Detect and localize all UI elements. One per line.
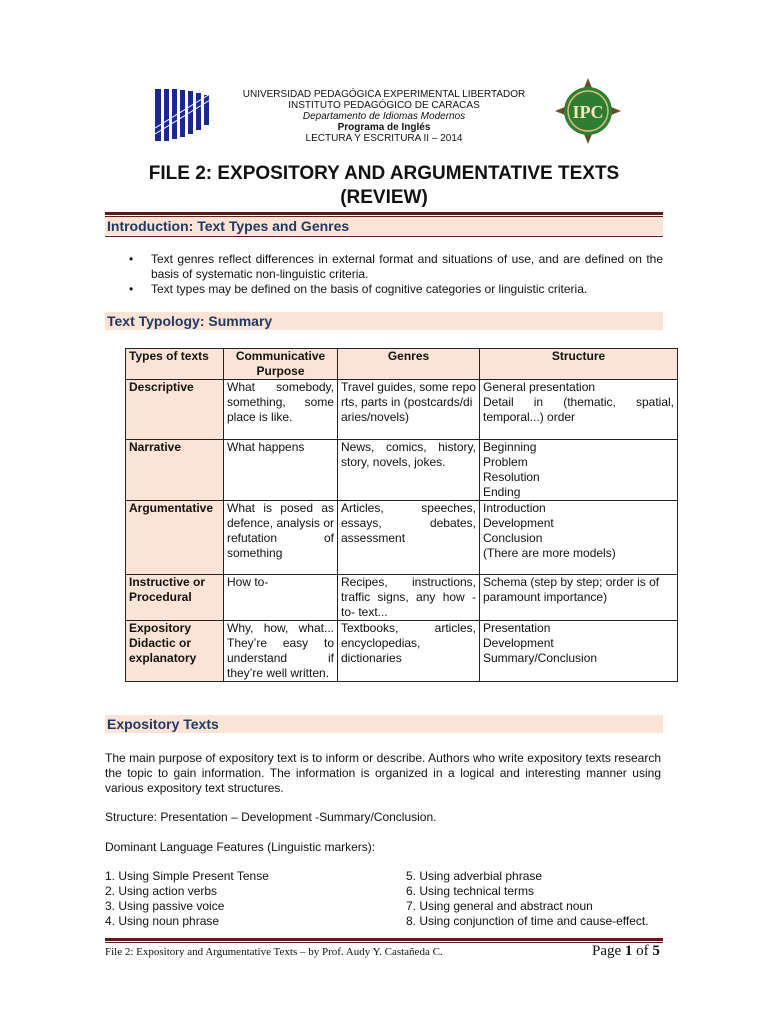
structure-line: Ending (483, 485, 521, 499)
department-name: Departamento de Idiomas Modernos (302, 111, 466, 122)
section-rule (105, 212, 663, 215)
intro-heading (105, 217, 663, 235)
structure-line-text: Structure: Presentation – Development -Summary/Conclusion. (105, 810, 437, 824)
institution-header (0, 89, 768, 144)
title-line-2: (REVIEW) (340, 187, 428, 208)
typology-table (125, 348, 678, 682)
type-cell: Narrative (126, 440, 224, 501)
footer-rule (105, 938, 663, 941)
structure-cell (480, 575, 678, 621)
type-cell: Instructive or Procedural (126, 575, 224, 621)
course-name: LECTURA Y ESCRITURA II – 2014 (305, 133, 463, 144)
purpose-cell: What somebody, something, some place is like. (224, 380, 338, 440)
structure-line: Introduction (483, 501, 546, 515)
structure-cell (480, 501, 678, 575)
structure-line: Development (483, 636, 554, 650)
structure-line: Schema (step by step; order is of paramount importance) (483, 575, 660, 604)
page-total: 5 (652, 943, 660, 959)
structure-line: Development (483, 516, 554, 530)
institute-name: INSTITUTO PEDAGÓGICO DE CARACAS (288, 100, 480, 111)
title-line-1: FILE 2: EXPOSITORY AND ARGUMENTATIVE TEXTS (148, 163, 620, 184)
page-number (592, 943, 660, 960)
structure-line: Summary/Conclusion (483, 651, 598, 665)
type-cell: Argumentative (126, 501, 224, 575)
structure-line: Conclusion (483, 531, 543, 545)
footer-text: File 2: Expository and Argumentative Texts – by Prof. Audy Y. Castañeda C. (105, 946, 443, 958)
type-cell: Descriptive (126, 380, 224, 440)
genres-cell: News, comics, history, story, novels, jokes. (338, 440, 480, 501)
intro-bullets (105, 252, 663, 297)
typology-heading (105, 312, 663, 330)
purpose-cell: What happens (224, 440, 338, 501)
feature-item: 6. Using technical terms (406, 884, 535, 898)
seal-text: IPC (572, 102, 604, 122)
feature-item: 4. Using noun phrase (105, 914, 220, 928)
features-right-list (406, 869, 668, 929)
header-cell: Structure (480, 349, 678, 380)
document-title (0, 162, 768, 210)
header-cell: Genres (338, 349, 480, 380)
feature-item: 8. Using conjunction of time and cause-effect. (406, 914, 649, 928)
intro-heading-text: Introduction: Text Types and Genres (107, 218, 350, 234)
university-name: UNIVERSIDAD PEDAGÓGICA EXPERIMENTAL LIBERTADOR (242, 89, 526, 100)
table-row (126, 440, 678, 501)
footer-rule (105, 942, 663, 943)
table-row (126, 575, 678, 621)
structure-line: Problem (483, 455, 528, 469)
purpose-cell: Why, how, what... They’re easy to understand if they’re well written. (224, 621, 338, 682)
ipc-seal-logo (553, 76, 623, 146)
feature-item: 2. Using action verbs (105, 884, 218, 898)
structure-line: (There are more models) (483, 546, 616, 560)
bullet-item: • Text types may be defined on the basis of cognitive categories or linguistic criteria. (105, 282, 663, 297)
page-current: 1 (624, 943, 633, 959)
structure-cell (480, 380, 678, 440)
genres-cell: Travel guides, some reports, parts in (postcards/diaries/novels) (338, 380, 480, 440)
section-rule (105, 236, 663, 237)
table-row (126, 501, 678, 575)
structure-line: Presentation (483, 621, 551, 635)
structure-line: Resolution (483, 470, 540, 484)
table-header-row (126, 349, 678, 380)
table-row (126, 621, 678, 682)
genres-cell: Textbooks, articles, encyclopedias, dictionaries (338, 621, 480, 682)
structure-cell (480, 621, 678, 682)
program-name: Programa de Inglés (337, 122, 431, 133)
structure-line: Detail in (thematic, spatial, temporal...) order (483, 395, 674, 424)
expository-heading-text: Expository Texts (107, 716, 219, 732)
feature-item: 3. Using passive voice (105, 899, 225, 913)
expository-paragraph: The main purpose of expository text is to inform or describe. Authors who write expository texts research the topic to gain information. The information is organized in a logical and interesting manner using various expository text structures. (105, 751, 661, 795)
genres-cell: Recipes, instructions, traffic signs, any how - to- text... (338, 575, 480, 621)
header-cell: Communicative Purpose (224, 349, 338, 380)
purpose-cell: How to- (224, 575, 338, 621)
bullet-item: • Text genres reflect differences in external format and situations of use, and are defined on the basis of systematic non-linguistic criteria. (105, 252, 663, 282)
page-of-label: of (636, 943, 649, 959)
expository-heading (105, 715, 663, 733)
type-cell: Expository Didactic or explanatory (126, 621, 224, 682)
features-title: Dominant Language Features (Linguistic markers): (105, 840, 376, 854)
structure-line: General presentation (483, 380, 596, 394)
structure-cell (480, 440, 678, 501)
purpose-cell: What is posed as defence, analysis or refutation of something (224, 501, 338, 575)
header-cell: Types of texts (126, 349, 224, 380)
feature-item: 1. Using Simple Present Tense (105, 869, 269, 883)
page-label: Page (592, 943, 622, 959)
structure-line: Beginning (483, 440, 537, 454)
typology-heading-text: Text Typology: Summary (107, 313, 273, 329)
table-row (126, 380, 678, 440)
genres-cell: Articles, speeches, essays, debates, assessment (338, 501, 480, 575)
feature-item: 7. Using general and abstract noun (406, 899, 593, 913)
features-left-list (105, 869, 395, 929)
feature-item: 5. Using adverbial phrase (406, 869, 543, 883)
